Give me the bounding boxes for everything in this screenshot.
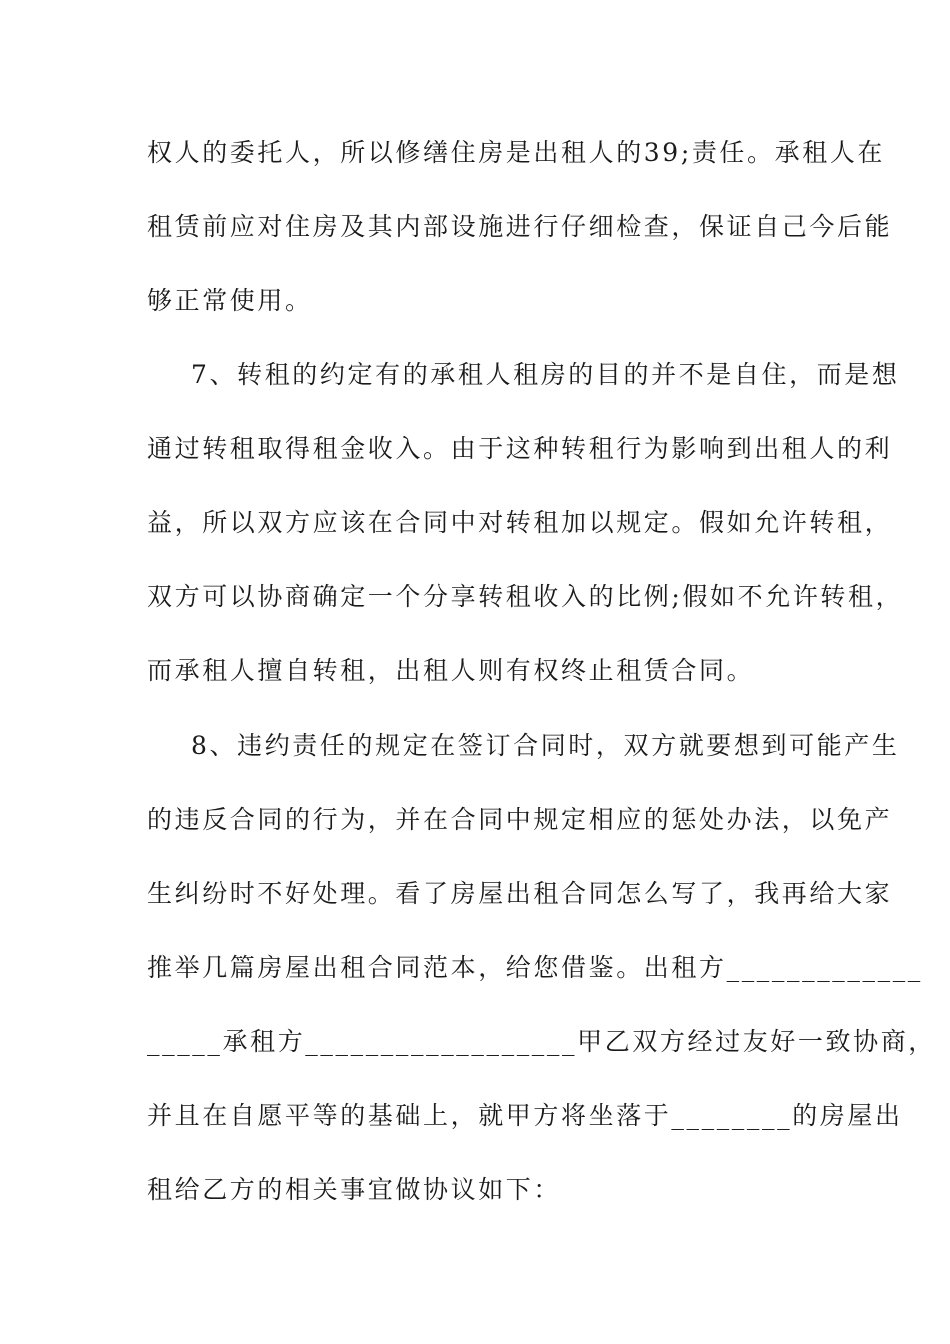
text-line-14: 并且在自愿平等的基础上，就甲方将坐落于________的房屋出 (147, 1101, 903, 1130)
text-line-8: 而承租人擅自转租，出租人则有权终止租赁合同。 (147, 656, 755, 685)
text-line-2: 租赁前应对住房及其内部设施进行仔细检查，保证自己今后能 (147, 212, 893, 241)
text-line-6: 益，所以双方应该在合同中对转租加以规定。假如允许转租， (147, 508, 893, 537)
text-line-15: 租给乙方的相关事宜做协议如下： (147, 1175, 562, 1204)
text-line-10: 的违反合同的行为，并在合同中规定相应的惩处办法，以免产 (147, 805, 893, 834)
text-line-11: 生纠纷时不好处理。看了房屋出租合同怎么写了，我再给大家 (147, 879, 893, 908)
text-line-7: 双方可以协商确定一个分享转租收入的比例;假如不允许转租， (147, 582, 904, 611)
paragraph-8-first-line: 8、违约责任的规定在签订合同时，双方就要想到可能产生 (191, 731, 900, 760)
text-line-13: _____承租方__________________甲乙双方经过友好一致协商， (147, 1027, 936, 1056)
text-line-3: 够正常使用。 (147, 286, 313, 315)
text-line-12: 推举几篇房屋出租合同范本，给您借鉴。出租方_____________ (147, 953, 923, 982)
paragraph-7-first-line: 7、转租的约定有的承租人租房的目的并不是自住，而是想 (191, 360, 900, 389)
text-line-5: 通过转租取得租金收入。由于这种转租行为影响到出租人的利 (147, 434, 893, 463)
text-line-1: 权人的委托人，所以修缮住房是出租人的39;责任。承租人在 (147, 138, 886, 167)
